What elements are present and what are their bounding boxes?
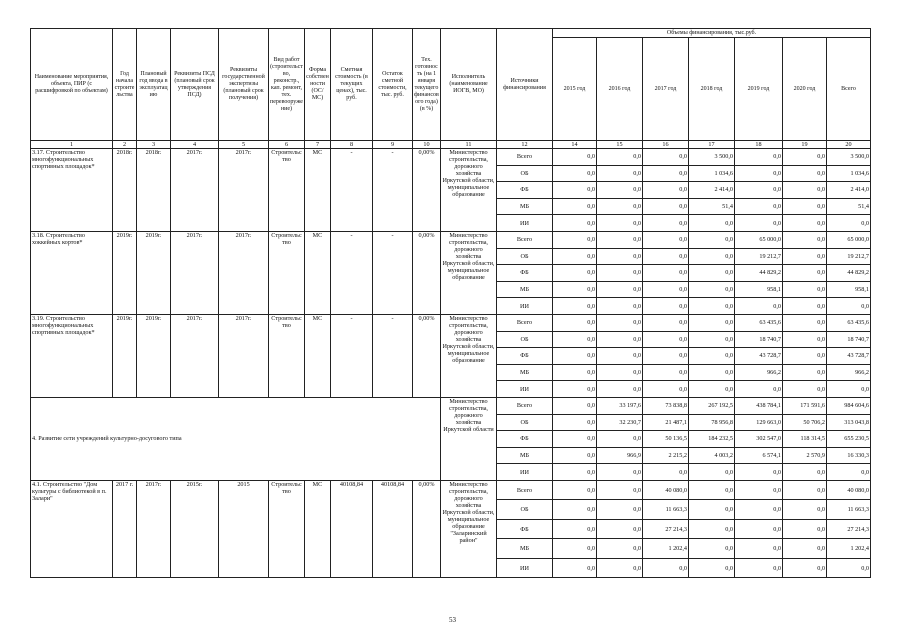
column-index: 16 bbox=[643, 141, 689, 149]
header-remainder: Остаток сметной стоимости, тыс. руб. bbox=[373, 29, 413, 141]
remainder: - bbox=[373, 314, 413, 397]
source-cell: ФБ bbox=[497, 348, 553, 365]
commission-year: 2019г. bbox=[137, 231, 171, 314]
source-cell: Всего bbox=[497, 231, 553, 248]
column-index: 4 bbox=[171, 141, 219, 149]
amount-cell: 0,0 bbox=[643, 348, 689, 365]
start-year: 2017 г. bbox=[113, 480, 137, 578]
readiness: 0,00% bbox=[413, 231, 441, 314]
header-readiness: Тех. готовность (на 1 января текущего финансового года) (в %) bbox=[413, 29, 441, 141]
amount-cell: 0,0 bbox=[643, 231, 689, 248]
amount-cell: 0,0 bbox=[735, 464, 783, 481]
ownership: МС bbox=[305, 231, 331, 314]
source-cell: ИИ bbox=[497, 215, 553, 232]
amount-cell: 0,0 bbox=[643, 182, 689, 199]
amount-cell: 1 034,6 bbox=[827, 165, 871, 182]
amount-cell: 0,0 bbox=[689, 519, 735, 539]
amount-cell: 1 202,4 bbox=[643, 539, 689, 559]
amount-cell: 0,0 bbox=[597, 165, 643, 182]
amount-cell: 0,0 bbox=[689, 231, 735, 248]
amount-cell: 0,0 bbox=[783, 182, 827, 199]
amount-cell: 0,0 bbox=[689, 248, 735, 265]
header-expertise: Реквизиты государственной экспертизы (плановый срок получения) bbox=[219, 29, 269, 141]
table-row bbox=[31, 149, 871, 166]
amount-cell: 0,0 bbox=[553, 215, 597, 232]
amount-cell: 40 080,0 bbox=[827, 480, 871, 500]
amount-cell: 0,0 bbox=[643, 149, 689, 166]
amount-cell: 65 000,0 bbox=[735, 231, 783, 248]
amount-cell: 0,0 bbox=[553, 364, 597, 381]
column-index: 11 bbox=[441, 141, 497, 149]
amount-cell: 0,0 bbox=[553, 414, 597, 431]
amount-cell: 0,0 bbox=[597, 281, 643, 298]
amount-cell: 0,0 bbox=[597, 298, 643, 315]
amount-cell: 63 435,6 bbox=[827, 314, 871, 331]
amount-cell: 0,0 bbox=[827, 381, 871, 398]
column-index: 8 bbox=[331, 141, 373, 149]
amount-cell: 50 706,2 bbox=[783, 414, 827, 431]
psd-year: 2017г. bbox=[171, 314, 219, 397]
amount-cell: 0,0 bbox=[643, 381, 689, 398]
column-index: 1 bbox=[31, 141, 113, 149]
amount-cell: 0,0 bbox=[735, 381, 783, 398]
amount-cell: 0,0 bbox=[783, 464, 827, 481]
amount-cell: 0,0 bbox=[597, 231, 643, 248]
source-cell: Всего bbox=[497, 314, 553, 331]
expertise-year: 2015 bbox=[219, 480, 269, 578]
amount-cell: 0,0 bbox=[689, 500, 735, 520]
amount-cell: 958,1 bbox=[735, 281, 783, 298]
executor: Министерство строительства, дорожного хозяйства Иркутской области, муниципальное образование bbox=[441, 231, 497, 314]
amount-cell: 0,0 bbox=[689, 281, 735, 298]
column-index: 19 bbox=[783, 141, 827, 149]
amount-cell: 958,1 bbox=[827, 281, 871, 298]
amount-cell: 1 202,4 bbox=[827, 539, 871, 559]
amount-cell: 984 604,6 bbox=[827, 397, 871, 414]
amount-cell: 0,0 bbox=[783, 539, 827, 559]
estimate: - bbox=[331, 149, 373, 232]
readiness: 0,00% bbox=[413, 314, 441, 397]
source-cell: МБ bbox=[497, 198, 553, 215]
amount-cell: 0,0 bbox=[553, 431, 597, 448]
amount-cell: 0,0 bbox=[597, 265, 643, 282]
amount-cell: 3 500,0 bbox=[827, 149, 871, 166]
amount-cell: 0,0 bbox=[783, 364, 827, 381]
amount-cell: 33 197,6 bbox=[597, 397, 643, 414]
amount-cell: 0,0 bbox=[735, 500, 783, 520]
source-cell: ОБ bbox=[497, 248, 553, 265]
amount-cell: 44 829,2 bbox=[735, 265, 783, 282]
amount-cell: 0,0 bbox=[735, 198, 783, 215]
amount-cell: 0,0 bbox=[643, 265, 689, 282]
amount-cell: 0,0 bbox=[689, 348, 735, 365]
source-cell: МБ bbox=[497, 539, 553, 559]
amount-cell: 118 314,5 bbox=[783, 431, 827, 448]
amount-cell: 6 574,1 bbox=[735, 447, 783, 464]
amount-cell: 0,0 bbox=[553, 539, 597, 559]
header-sources: Источники финансирования bbox=[497, 29, 553, 141]
header-psd: Реквизиты ПСД (плановый срок утверждения ПСД) bbox=[171, 29, 219, 141]
amount-cell: 0,0 bbox=[735, 558, 783, 578]
header-total: Всего bbox=[827, 38, 871, 141]
source-cell: ОБ bbox=[497, 500, 553, 520]
expertise-year: 2017г. bbox=[219, 231, 269, 314]
column-index: 12 bbox=[497, 141, 553, 149]
amount-cell: 0,0 bbox=[827, 215, 871, 232]
source-cell: Всего bbox=[497, 149, 553, 166]
expertise-year: 2017г. bbox=[219, 149, 269, 232]
amount-cell: 0,0 bbox=[643, 165, 689, 182]
amount-cell: 0,0 bbox=[689, 215, 735, 232]
header-year: 2018 год bbox=[689, 38, 735, 141]
amount-cell: 0,0 bbox=[597, 500, 643, 520]
source-cell: ОБ bbox=[497, 414, 553, 431]
work-type: Строительство bbox=[269, 480, 305, 578]
amount-cell: 0,0 bbox=[735, 215, 783, 232]
work-type: Строительство bbox=[269, 149, 305, 232]
amount-cell: 27 214,3 bbox=[643, 519, 689, 539]
amount-cell: 2 215,2 bbox=[643, 447, 689, 464]
amount-cell: 171 591,6 bbox=[783, 397, 827, 414]
amount-cell: 0,0 bbox=[553, 281, 597, 298]
amount-cell: 0,0 bbox=[597, 248, 643, 265]
amount-cell: 0,0 bbox=[689, 314, 735, 331]
source-cell: ФБ bbox=[497, 519, 553, 539]
amount-cell: 0,0 bbox=[689, 464, 735, 481]
source-cell: Всего bbox=[497, 480, 553, 500]
readiness: 0,00% bbox=[413, 480, 441, 578]
source-cell: ОБ bbox=[497, 165, 553, 182]
commission-year: 2018г. bbox=[137, 149, 171, 232]
header-name: Наименование мероприятия, объекта, ПИР (с расшифровкой по объектам) bbox=[31, 29, 113, 141]
remainder: - bbox=[373, 149, 413, 232]
amount-cell: 0,0 bbox=[783, 331, 827, 348]
amount-cell: 438 784,1 bbox=[735, 397, 783, 414]
start-year: 2019г. bbox=[113, 231, 137, 314]
amount-cell: 0,0 bbox=[783, 198, 827, 215]
source-cell: МБ bbox=[497, 281, 553, 298]
amount-cell: 0,0 bbox=[553, 480, 597, 500]
amount-cell: 0,0 bbox=[735, 539, 783, 559]
column-index: 9 bbox=[373, 141, 413, 149]
amount-cell: 0,0 bbox=[783, 149, 827, 166]
amount-cell: 43 728,7 bbox=[735, 348, 783, 365]
readiness: 0,00% bbox=[413, 149, 441, 232]
amount-cell: 44 829,2 bbox=[827, 265, 871, 282]
object-name: 4.1. Строительство "Дом культуры с библиотекой в п. Залари" bbox=[31, 480, 113, 578]
column-index: 7 bbox=[305, 141, 331, 149]
amount-cell: 0,0 bbox=[597, 431, 643, 448]
amount-cell: 0,0 bbox=[689, 298, 735, 315]
amount-cell: 966,2 bbox=[735, 364, 783, 381]
amount-cell: 0,0 bbox=[689, 480, 735, 500]
amount-cell: 27 214,3 bbox=[827, 519, 871, 539]
remainder: 40108,84 bbox=[373, 480, 413, 578]
header-year: 2019 год bbox=[735, 38, 783, 141]
header-year: 2020 год bbox=[783, 38, 827, 141]
amount-cell: 11 663,3 bbox=[827, 500, 871, 520]
amount-cell: 63 435,6 bbox=[735, 314, 783, 331]
amount-cell: 302 547,0 bbox=[735, 431, 783, 448]
amount-cell: 0,0 bbox=[597, 364, 643, 381]
amount-cell: 0,0 bbox=[643, 198, 689, 215]
table-row bbox=[31, 397, 871, 414]
object-name: 3.17. Строительство многофункциональных спортивных площадок* bbox=[31, 149, 113, 232]
amount-cell: 0,0 bbox=[553, 265, 597, 282]
amount-cell: 78 956,8 bbox=[689, 414, 735, 431]
amount-cell: 966,9 bbox=[597, 447, 643, 464]
amount-cell: 2 414,0 bbox=[827, 182, 871, 199]
work-type: Строительство bbox=[269, 231, 305, 314]
amount-cell: 0,0 bbox=[643, 331, 689, 348]
amount-cell: 0,0 bbox=[689, 539, 735, 559]
commission-year: 2019г. bbox=[137, 314, 171, 397]
amount-cell: 0,0 bbox=[783, 500, 827, 520]
amount-cell: 18 740,7 bbox=[827, 331, 871, 348]
amount-cell: 0,0 bbox=[597, 314, 643, 331]
work-type: Строительство bbox=[269, 314, 305, 397]
source-cell: ФБ bbox=[497, 182, 553, 199]
source-cell: Всего bbox=[497, 397, 553, 414]
amount-cell: 0,0 bbox=[827, 298, 871, 315]
page-number: 53 bbox=[449, 616, 456, 624]
table-row bbox=[31, 480, 871, 500]
amount-cell: 21 487,1 bbox=[643, 414, 689, 431]
financing-table-sheet bbox=[30, 28, 870, 578]
table-row bbox=[31, 314, 871, 331]
amount-cell: 0,0 bbox=[689, 364, 735, 381]
amount-cell: 0,0 bbox=[553, 381, 597, 398]
financing-table bbox=[30, 28, 871, 578]
amount-cell: 0,0 bbox=[597, 198, 643, 215]
amount-cell: 0,0 bbox=[597, 539, 643, 559]
header-work-type: Вид работ (строительство, реконстр., кап. ремонт, тех. перевооружение) bbox=[269, 29, 305, 141]
estimate: 40108,84 bbox=[331, 480, 373, 578]
column-index: 6 bbox=[269, 141, 305, 149]
amount-cell: 0,0 bbox=[689, 265, 735, 282]
amount-cell: 65 000,0 bbox=[827, 231, 871, 248]
header-executor: Исполнитель (наименование ИОГВ, МО) bbox=[441, 29, 497, 141]
amount-cell: 0,0 bbox=[553, 298, 597, 315]
amount-cell: 0,0 bbox=[783, 248, 827, 265]
amount-cell: 0,0 bbox=[553, 519, 597, 539]
amount-cell: 51,4 bbox=[827, 198, 871, 215]
source-cell: МБ bbox=[497, 364, 553, 381]
start-year: 2018г. bbox=[113, 149, 137, 232]
amount-cell: 0,0 bbox=[783, 381, 827, 398]
executor: Министерство строительства, дорожного хозяйства Иркутской области, муниципальное образование "Заларинский район" bbox=[441, 480, 497, 578]
column-index: 17 bbox=[689, 141, 735, 149]
source-cell: МБ bbox=[497, 447, 553, 464]
amount-cell: 0,0 bbox=[597, 331, 643, 348]
header-year: 2016 год bbox=[597, 38, 643, 141]
estimate: - bbox=[331, 314, 373, 397]
amount-cell: 0,0 bbox=[553, 248, 597, 265]
table-row bbox=[31, 231, 871, 248]
amount-cell: 4 003,2 bbox=[689, 447, 735, 464]
amount-cell: 0,0 bbox=[553, 500, 597, 520]
amount-cell: 51,4 bbox=[689, 198, 735, 215]
column-index: 10 bbox=[413, 141, 441, 149]
table-body bbox=[31, 141, 871, 578]
source-cell: ОБ bbox=[497, 331, 553, 348]
amount-cell: 0,0 bbox=[643, 464, 689, 481]
header-commission-year: Плановый год ввода в эксплуатацию bbox=[137, 29, 171, 141]
header-year: 2015 год bbox=[553, 38, 597, 141]
amount-cell: 0,0 bbox=[553, 331, 597, 348]
psd-year: 2015г. bbox=[171, 480, 219, 578]
column-index: 20 bbox=[827, 141, 871, 149]
amount-cell: 0,0 bbox=[689, 331, 735, 348]
amount-cell: 43 728,7 bbox=[827, 348, 871, 365]
amount-cell: 0,0 bbox=[597, 519, 643, 539]
object-name: 3.18. Строительство хоккейных кортов* bbox=[31, 231, 113, 314]
amount-cell: 0,0 bbox=[597, 182, 643, 199]
column-index: 2 bbox=[113, 141, 137, 149]
amount-cell: 0,0 bbox=[643, 558, 689, 578]
amount-cell: 73 838,8 bbox=[643, 397, 689, 414]
executor: Министерство строительства, дорожного хозяйства Иркутской области bbox=[441, 397, 497, 480]
amount-cell: 0,0 bbox=[597, 348, 643, 365]
amount-cell: 0,0 bbox=[643, 364, 689, 381]
amount-cell: 0,0 bbox=[827, 464, 871, 481]
remainder: - bbox=[373, 231, 413, 314]
amount-cell: 966,2 bbox=[827, 364, 871, 381]
source-cell: ФБ bbox=[497, 265, 553, 282]
amount-cell: 0,0 bbox=[553, 314, 597, 331]
header-financing-group: Объемы финансирования, тыс.руб. bbox=[553, 29, 871, 38]
amount-cell: 0,0 bbox=[597, 381, 643, 398]
section-title: 4. Развитие сети учреждений культурно-досугового типа bbox=[31, 397, 441, 480]
amount-cell: 0,0 bbox=[689, 558, 735, 578]
amount-cell: 0,0 bbox=[553, 447, 597, 464]
amount-cell: 313 043,8 bbox=[827, 414, 871, 431]
amount-cell: 0,0 bbox=[783, 298, 827, 315]
column-index: 18 bbox=[735, 141, 783, 149]
source-cell: ИИ bbox=[497, 381, 553, 398]
amount-cell: 16 330,3 bbox=[827, 447, 871, 464]
header-start-year: Год начала строительства bbox=[113, 29, 137, 141]
amount-cell: 184 232,5 bbox=[689, 431, 735, 448]
executor: Министерство строительства, дорожного хозяйства Иркутской области, муниципальное образование bbox=[441, 314, 497, 397]
amount-cell: 0,0 bbox=[643, 215, 689, 232]
column-index: 5 bbox=[219, 141, 269, 149]
amount-cell: 0,0 bbox=[783, 314, 827, 331]
amount-cell: 0,0 bbox=[553, 149, 597, 166]
amount-cell: 0,0 bbox=[597, 480, 643, 500]
amount-cell: 32 230,7 bbox=[597, 414, 643, 431]
amount-cell: 0,0 bbox=[553, 165, 597, 182]
column-index-row bbox=[31, 141, 871, 149]
amount-cell: 0,0 bbox=[597, 558, 643, 578]
source-cell: ИИ bbox=[497, 298, 553, 315]
amount-cell: 0,0 bbox=[597, 149, 643, 166]
header-estimate: Сметная стоимость (в текущих ценах), тыс. руб. bbox=[331, 29, 373, 141]
amount-cell: 0,0 bbox=[553, 348, 597, 365]
amount-cell: 0,0 bbox=[783, 519, 827, 539]
estimate: - bbox=[331, 231, 373, 314]
amount-cell: 0,0 bbox=[643, 248, 689, 265]
amount-cell: 0,0 bbox=[783, 231, 827, 248]
amount-cell: 0,0 bbox=[643, 298, 689, 315]
amount-cell: 19 212,7 bbox=[735, 248, 783, 265]
ownership: МС bbox=[305, 480, 331, 578]
column-index: 15 bbox=[597, 141, 643, 149]
source-cell: ИИ bbox=[497, 464, 553, 481]
amount-cell: 655 230,5 bbox=[827, 431, 871, 448]
amount-cell: 0,0 bbox=[783, 480, 827, 500]
amount-cell: 0,0 bbox=[735, 480, 783, 500]
amount-cell: 3 500,0 bbox=[689, 149, 735, 166]
expertise-year: 2017г. bbox=[219, 314, 269, 397]
executor: Министерство строительства, дорожного хозяйства Иркутской области, муниципальное образование bbox=[441, 149, 497, 232]
amount-cell: 0,0 bbox=[783, 165, 827, 182]
amount-cell: 18 740,7 bbox=[735, 331, 783, 348]
amount-cell: 0,0 bbox=[783, 281, 827, 298]
amount-cell: 0,0 bbox=[735, 298, 783, 315]
amount-cell: 0,0 bbox=[597, 464, 643, 481]
ownership: МС bbox=[305, 314, 331, 397]
amount-cell: 0,0 bbox=[553, 464, 597, 481]
amount-cell: 0,0 bbox=[643, 314, 689, 331]
amount-cell: 267 192,5 bbox=[689, 397, 735, 414]
amount-cell: 129 663,0 bbox=[735, 414, 783, 431]
psd-year: 2017г. bbox=[171, 149, 219, 232]
amount-cell: 50 136,5 bbox=[643, 431, 689, 448]
amount-cell: 0,0 bbox=[783, 348, 827, 365]
amount-cell: 0,0 bbox=[553, 182, 597, 199]
header-year: 2017 год bbox=[643, 38, 689, 141]
amount-cell: 0,0 bbox=[735, 182, 783, 199]
amount-cell: 0,0 bbox=[553, 231, 597, 248]
amount-cell: 0,0 bbox=[689, 381, 735, 398]
amount-cell: 0,0 bbox=[735, 165, 783, 182]
amount-cell: 0,0 bbox=[597, 215, 643, 232]
column-index: 3 bbox=[137, 141, 171, 149]
amount-cell: 0,0 bbox=[553, 198, 597, 215]
amount-cell: 2 414,0 bbox=[689, 182, 735, 199]
amount-cell: 2 570,9 bbox=[783, 447, 827, 464]
amount-cell: 0,0 bbox=[553, 558, 597, 578]
amount-cell: 0,0 bbox=[783, 215, 827, 232]
header-ownership: Форма собственности (ОС/МС) bbox=[305, 29, 331, 141]
psd-year: 2017г. bbox=[171, 231, 219, 314]
amount-cell: 0,0 bbox=[735, 519, 783, 539]
commission-year: 2017г. bbox=[137, 480, 171, 578]
object-name: 3.19. Строительство многофункциональных спортивных площадок* bbox=[31, 314, 113, 397]
amount-cell: 0,0 bbox=[643, 281, 689, 298]
amount-cell: 11 663,3 bbox=[643, 500, 689, 520]
amount-cell: 0,0 bbox=[735, 149, 783, 166]
amount-cell: 40 080,0 bbox=[643, 480, 689, 500]
column-index: 14 bbox=[553, 141, 597, 149]
amount-cell: 0,0 bbox=[783, 265, 827, 282]
amount-cell: 19 212,7 bbox=[827, 248, 871, 265]
amount-cell: 0,0 bbox=[783, 558, 827, 578]
source-cell: ФБ bbox=[497, 431, 553, 448]
ownership: МС bbox=[305, 149, 331, 232]
start-year: 2019г. bbox=[113, 314, 137, 397]
amount-cell: 0,0 bbox=[553, 397, 597, 414]
amount-cell: 1 034,6 bbox=[689, 165, 735, 182]
amount-cell: 0,0 bbox=[827, 558, 871, 578]
source-cell: ИИ bbox=[497, 558, 553, 578]
